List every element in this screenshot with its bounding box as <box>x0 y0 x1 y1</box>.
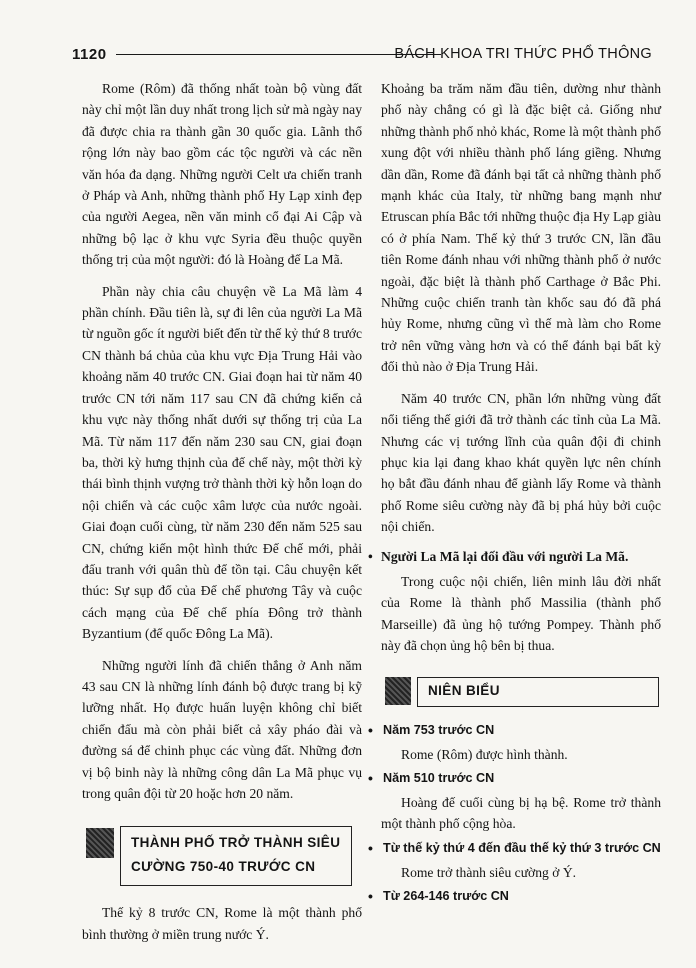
header-rule <box>116 54 441 55</box>
timeline-date: • Năm 510 trước CN <box>381 769 661 788</box>
left-column <box>82 78 362 945</box>
section-marker-icon <box>86 828 114 858</box>
timeline-entry <box>381 887 661 906</box>
timeline-heading <box>381 677 661 709</box>
paragraph: Trong cuộc nội chiến, liên minh lâu đời nhất của Rome là thành phố Massilia (thành phố Marseille) đã ủng hộ tướng Pompey. Thành phố này đã chọn ủng hộ bên bị thua. <box>381 573 661 654</box>
paragraph: Thế kỷ 8 trước CN, Rome là một thành phố bình thường ở miền trung nước Ý. <box>82 905 362 942</box>
timeline-text: Rome trở thành siêu cường ở Ý. <box>401 864 577 880</box>
timeline-text: Rome (Rôm) được hình thành. <box>401 746 568 762</box>
page-number: 1120 <box>72 46 107 63</box>
timeline-entry <box>381 769 661 835</box>
timeline-date: • Từ 264-146 trước CN <box>381 887 661 906</box>
paragraph: Năm 40 trước CN, phần lớn những vùng đất nổi tiếng thế giới đã trở thành các tỉnh của La Mã. Nhưng các vị tướng lĩnh của quân đội đi chinh phục kia lại đang khao khát quyền lực nên chính họ bắt đầu đánh nhau để giành lấy Rome và thành phố Rome siêu cường này đã bị phá hủy bởi cuộc nội chiến. <box>381 390 661 535</box>
timeline-entry <box>381 839 661 883</box>
paragraph: Những người lính đã chiến thắng ở Anh năm 43 sau CN là những lính đánh bộ được trang bị kỹ lưỡng nhất. Họ được huấn luyện không chỉ biết chiến đấu mà còn phải biết cả xây pháo đài và đường sá để chinh phục các vùng đất. Những đơn vị bộ binh này là những công dân La Mã phục vụ trong quân đội từ 20 hoặc hơn 20 năm. <box>82 657 362 801</box>
timeline-entry <box>381 721 661 765</box>
paragraph: Phần này chia câu chuyện về La Mã làm 4 phần chính. Đầu tiên là, sự đi lên của người La Mã từ nguồn gốc ít người biết đến từ thế kỷ thứ 8 trước CN thành bá chủa của khu vực Địa Trung Hải vào khoảng năm 40 trước CN. Giai đoạn hai từ năm 40 trước CN tới năm 117 sau CN đã chứng kiến cả khu vực này thống nhất dưới sự thống trị của La Mã. Từ năm 117 đến năm 230 sau CN, giai đoạn ba, thời kỳ hưng thịnh của đế chế này, một thời kỳ thái bình thịnh vượng trở thành thời kỳ hỗn loạn do nội chiến và các cuộc xâm lược của nước ngoài. Giai đoạn cuối cùng, từ năm 230 đến năm 525 sau CN, chứng kiến một hình thức Đế chế mới, phải đấu tranh với quân thù để tồn tại. Câu chuyện kết thúc: Sự sụp đổ của Đế chế phương Tây và cuộc cách mạng của Đế chế phía Đông trở thành Byzantium (đế quốc Đông La Mã). <box>82 283 363 642</box>
paragraph: Khoảng ba trăm năm đầu tiên, dường như thành phố này chẳng có gì là đặc biệt cả. Giống như những thành phố nhỏ khác, Rome là một thành phố xung đột với nhiều thành phố láng giềng. Nhưng dần dần, Rome đã đánh bại tất cả những thành phố mạnh khác của Italy, từ những bang mạnh như Etruscan phía Bắc tới những thuộc địa Hy Lạp giàu có ở phía Nam. Thế kỷ thứ 3 trước CN, lần đầu tiên Rome đánh nhau với những thành phố ở nước ngoài, đặc biệt là thành phố Carthage ở Bắc Phi. Những cuộc chiến tranh tàn khốc sau đó đã phá hủy Rome, nhưng cũng vì thế mà làm cho Rome trở nên vững vàng hơn và có thể đánh bại bất kỳ đối thủ nào ở Địa Trung Hải. <box>381 81 661 375</box>
section-title-line: THÀNH PHỐ TRỞ THÀNH SIÊU <box>131 835 341 851</box>
timeline-list <box>381 721 661 907</box>
timeline-title: NIÊN BIỂU <box>417 677 659 707</box>
paragraph: Rome (Rôm) đã thống nhất toàn bộ vùng đất này chỉ một lần duy nhất trong lịch sử mà ngày nay đã được chia ra thành gần 30 quốc gia. Lãnh thổ rộng lớn này bao gồm các tộc người và các nền văn hóa đa dạng. Những người Celt ưa chiến tranh ở Pháp và Anh, những thành phố Hy Lạp xinh đẹp của người Aegea, nền văn minh cổ đại Ai Cập và những bộ lạc ở khu vực Syria đều thuộc quyền thống trị của một người: đó là Hoàng đế La Mã. <box>82 81 362 268</box>
section-title-line: CƯỜNG 750-40 TRƯỚC CN <box>131 859 316 875</box>
section-heading <box>82 826 362 888</box>
bullet-heading: • Người La Mã lại đối đầu với người La Mã. <box>381 546 661 567</box>
right-column <box>381 78 661 910</box>
running-title: BÁCH KHOA TRI THỨC PHỔ THÔNG <box>394 46 652 62</box>
section-marker-icon <box>385 677 411 705</box>
timeline-date: • Từ thế kỷ thứ 4 đến đầu thế kỷ thứ 3 trước CN <box>381 839 661 858</box>
timeline-date: • Năm 753 trước CN <box>381 721 661 740</box>
page-header <box>72 42 652 68</box>
timeline-text: Hoàng đế cuối cùng bị hạ bệ. Rome trở thành một thành phố cộng hòa. <box>381 794 661 832</box>
section-title-frame <box>120 826 352 886</box>
